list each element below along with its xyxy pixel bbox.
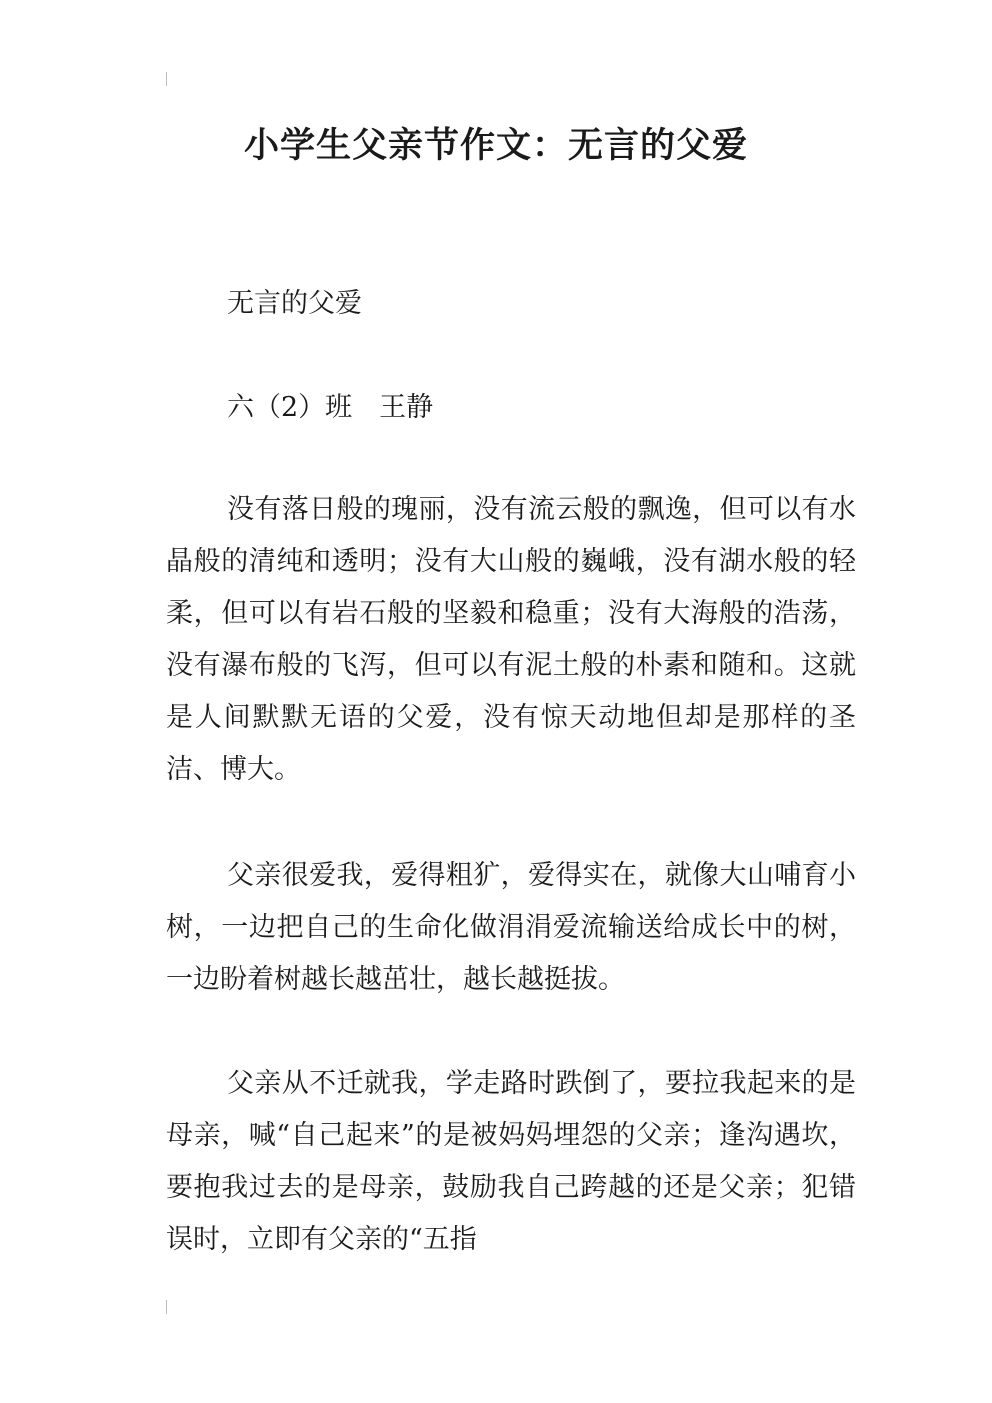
author-byline: 六（2）班 王静 xyxy=(227,392,434,423)
paragraph-3: 父亲从不迁就我，学走路时跌倒了，要拉我起来的是母亲，喊“自己起来”的是被妈妈埋怨的父亲；逢沟遇坎，要抱我过去的是母亲，鼓励我自己跨越的还是父亲；犯错误时，立即有父亲的“五指 xyxy=(166,1068,856,1255)
paragraph-1: 没有落日般的瑰丽，没有流云般的飘逸，但可以有水晶般的清纯和透明；没有大山般的巍峨，没有湖水般的轻柔，但可以有岩石般的坚毅和稳重；没有大海般的浩荡，没有瀑布般的飞泻，但可以有泥土般的朴素和随和。这就是人间默默无语的父爱，没有惊天动地但却是那样的圣洁、博大。 xyxy=(166,494,856,785)
paragraph-2: 父亲很爱我，爱得粗犷，爱得实在，就像大山哺育小树，一边把自己的生命化做涓涓爱流输送给成长中的树，一边盼着树越长越茁壮，越长越挺拔。 xyxy=(166,860,856,995)
margin-mark-top xyxy=(166,72,167,86)
margin-mark-bottom xyxy=(166,1300,167,1314)
essay-subtitle: 无言的父爱 xyxy=(227,288,362,319)
document-title: 小学生父亲节作文：无言的父爱 xyxy=(243,126,748,166)
